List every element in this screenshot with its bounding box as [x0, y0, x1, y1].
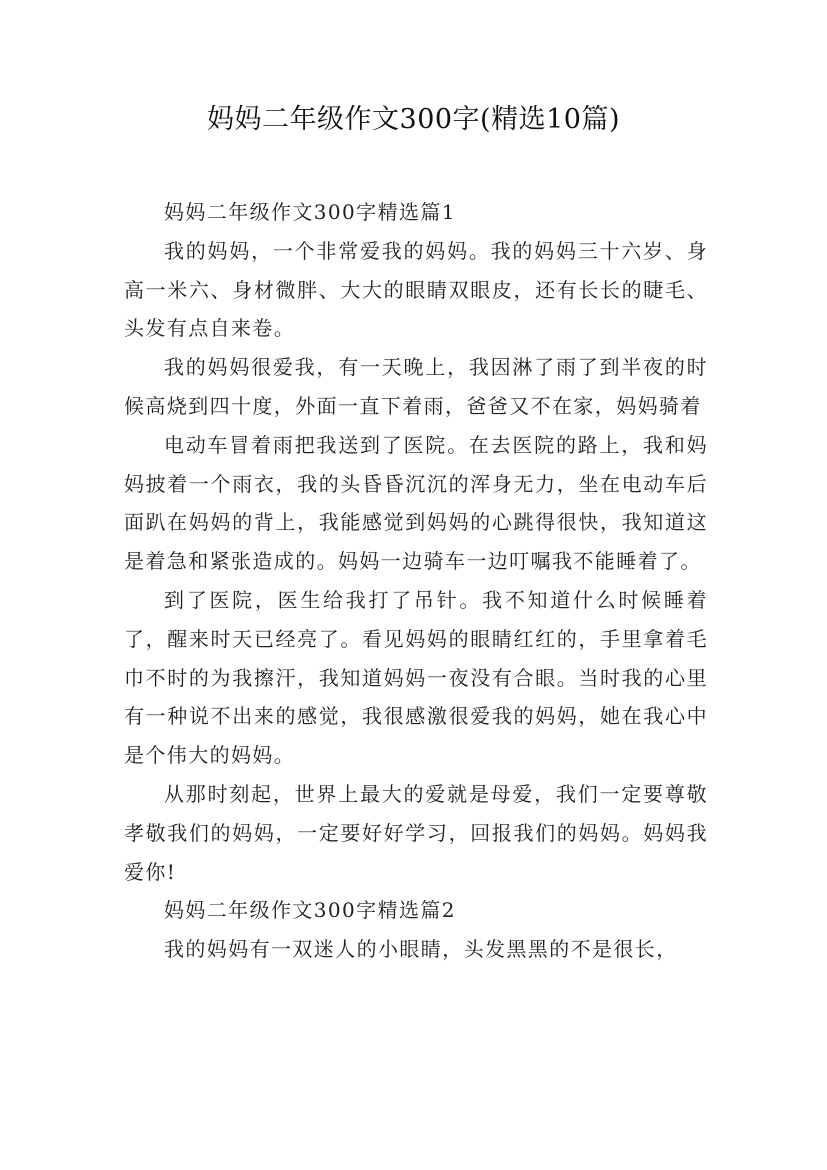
paragraph: 我的妈妈，一个非常爱我的妈妈。我的妈妈三十六岁、身高一米六、身材微胖、大大的眼睛双眼皮，还有长长的睫毛、头发有点自来卷。: [124, 238, 708, 341]
document-body: [124, 193, 708, 969]
paragraph: 从那时刻起，世界上最大的爱就是母爱，我们一定要尊敬孝敬我们的妈妈，一定要好好学习，回报我们的妈妈。妈妈我爱你!: [124, 781, 708, 884]
paragraph: 我的妈妈有一双迷人的小眼睛，头发黑黑的不是很长，: [164, 937, 678, 962]
section-heading: 妈妈二年级作文300字精选篇1: [164, 200, 456, 224]
section-heading: 妈妈二年级作文300字精选篇2: [164, 898, 456, 923]
paragraph: 电动车冒着雨把我送到了医院。在去医院的路上，我和妈妈披着一个雨衣，我的头昏昏沉沉的浑身无力，坐在电动车后面趴在妈妈的背上，我能感觉到妈妈的心跳得很快，我知道这是着急和紧张造成的。妈妈一边骑车一边叮嘱我不能睡着了。: [124, 432, 708, 574]
paragraph: 我的妈妈很爱我，有一天晚上，我因淋了雨了到半夜的时候高烧到四十度，外面一直下着雨，爸爸又不在家，妈妈骑着: [124, 355, 708, 418]
paragraph: 到了医院，医生给我打了吊针。我不知道什么时候睡着了，醒来时天已经亮了。看见妈妈的眼睛红红的，手里拿着毛巾不时的为我擦汗，我知道妈妈一夜没有合眼。当时我的心里有一种说不出来的感觉，我很感激很爱我的妈妈，她在我心中是个伟大的妈妈。: [124, 587, 708, 768]
document-title: 妈妈二年级作文300字(精选10篇): [207, 104, 620, 135]
